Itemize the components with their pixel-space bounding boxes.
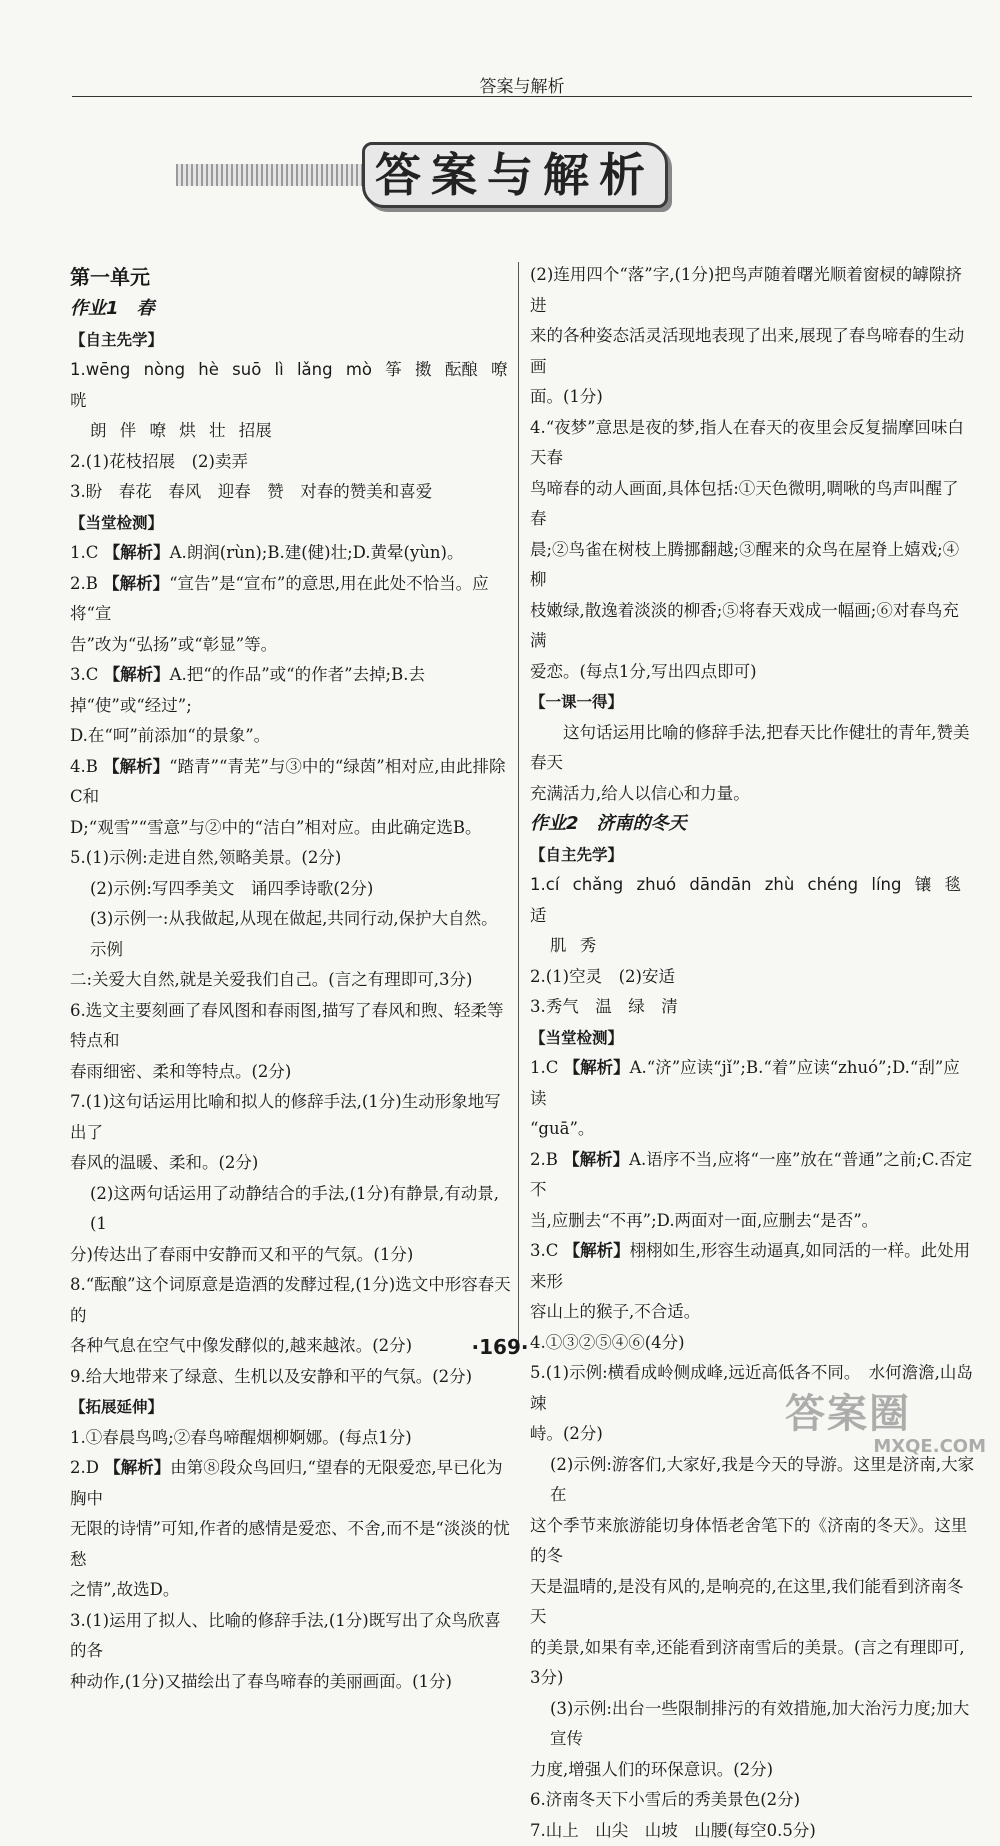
- answer-line: 8.“酝酿”这个词原意是造酒的发酵过程,(1分)选文中形容春天的: [70, 1270, 512, 1331]
- answer-line: (2)连用四个“落”字,(1分)把鸟声随着曙光顺着窗棂的罅隙挤进: [530, 260, 975, 321]
- answer-text: 由第⑧段众鸟回归,“望春的无限爱恋,早已化为胸中: [70, 1458, 503, 1508]
- analysis-tag: 【解析】: [104, 665, 170, 684]
- analysis-tag: 【解析】: [564, 1058, 630, 1077]
- answer-line: 3.盼 春花 春风 迎春 赞 对春的赞美和喜爱: [70, 477, 512, 508]
- answer-text: A.“济”应读“jǐ”;B.“着”应读“zhuó”;D.“刮”应读: [530, 1058, 960, 1108]
- answer-choice: 1.C: [530, 1058, 558, 1077]
- answer-line: 1.wēng nòng hè suō lì lǎng mò 筝 擞 酝酿 嘹咣: [70, 355, 512, 416]
- answer-line: 6.选文主要刻画了春风图和春雨图,描写了春风和煦、轻柔等特点和: [70, 996, 512, 1057]
- answer-text: A.语序不当,应将“一座”放在“普通”之前;C.否定不: [530, 1150, 972, 1200]
- answer-text: “宣告”是“宣布”的意思,用在此处不恰当。应将“宣: [70, 574, 489, 624]
- unit-heading: 第一单元: [70, 260, 512, 294]
- answer-line: 的美景,如果有幸,还能看到济南雪后的美景。(言之有理即可,: [530, 1633, 975, 1664]
- answer-line: D;“观雪”“雪意”与②中的“洁白”相对应。由此确定选B。: [70, 813, 512, 844]
- section-heading: 【自主先学】: [70, 325, 512, 356]
- answer-line: 二:关爱大自然,就是关爱我们自己。(言之有理即可,3分): [70, 965, 512, 996]
- right-column: [530, 260, 975, 1846]
- answer-line: (3)示例一:从我做起,从现在做起,共同行动,保护大自然。示例: [70, 904, 512, 965]
- answer-line: 5.(1)示例:走进自然,领略美景。(2分): [70, 843, 512, 874]
- header-rule: [72, 96, 972, 97]
- section-heading: 【自主先学】: [530, 840, 975, 871]
- answer-line: (3)示例:出台一些限制排污的有效措施,加大治污力度;加大宣传: [530, 1694, 975, 1755]
- answer-line: “guā”。: [530, 1114, 975, 1145]
- page-number: ·169·: [0, 1335, 1000, 1359]
- answer-line: 9.给大地带来了绿意、生机以及安静和平的气氛。(2分): [70, 1362, 512, 1393]
- answer-line: 这个季节来旅游能切身体悟老舍笔下的《济南的冬天》。这里的冬: [530, 1511, 975, 1572]
- answer-line: (2)示例:写四季美文 诵四季诗歌(2分): [70, 874, 512, 905]
- answer-line: 1.①春晨鸟鸣;②春鸟啼醒烟柳婀娜。(每点1分): [70, 1423, 512, 1454]
- answer-line: [530, 1053, 975, 1114]
- answer-choice: 2.D: [70, 1458, 99, 1477]
- answer-line: 1.cí chǎng zhuó dāndān zhù chéng líng 镶 毯 适: [530, 870, 975, 931]
- answer-line: 春风的温暖、柔和。(2分): [70, 1148, 512, 1179]
- watermark-chinese: 答案圈: [785, 1392, 990, 1436]
- answer-line: 这句话运用比喻的修辞手法,把春天比作健壮的青年,赞美春天: [530, 718, 975, 779]
- answer-line: 当,应删去“不再”;D.两面对一面,应删去“是否”。: [530, 1206, 975, 1237]
- answer-line: 枝嫩绿,散逸着淡淡的柳香;⑤将春天戏成一幅画;⑥对春鸟充满: [530, 596, 975, 657]
- answer-line: 面。(1分): [530, 382, 975, 413]
- banner-title: 答案与解析: [362, 142, 668, 208]
- answer-line: (2)这两句话运用了动静结合的手法,(1分)有静景,有动景,(1: [70, 1179, 512, 1240]
- answer-line: 肌 秀: [530, 931, 975, 962]
- answer-text: 栩栩如生,形容生动逼真,如同活的一样。此处用来形: [530, 1241, 970, 1291]
- answer-line: 3.(1)运用了拟人、比喻的修辞手法,(1分)既写出了众鸟欣喜的各: [70, 1606, 512, 1667]
- section-heading: 【当堂检测】: [70, 508, 512, 539]
- answer-line: 容山上的猴子,不合适。: [530, 1297, 975, 1328]
- answer-line: 鸟啼春的动人画面,具体包括:①天色微明,啁啾的鸟声叫醒了春: [530, 474, 975, 535]
- answer-line: (2)示例:游客们,大家好,我是今天的导游。这里是济南,大家在: [530, 1450, 975, 1511]
- answer-line: 6.济南冬天下小雪后的秀美景色(2分): [530, 1785, 975, 1816]
- analysis-tag: 【解析】: [564, 1241, 630, 1260]
- answer-line: [70, 569, 512, 630]
- answer-line: [70, 1453, 512, 1514]
- answer-text: A.把“的作品”或“的作者”去掉;B.去掉“使”或“经过”;: [70, 665, 425, 715]
- answer-choice: 3.C: [530, 1241, 558, 1260]
- answer-line: 之情”,故选D。: [70, 1575, 512, 1606]
- answer-choice: 2.B: [530, 1150, 558, 1169]
- answer-line: 4.①③②⑤④⑥(4分): [530, 1328, 975, 1359]
- analysis-tag: 【解析】: [104, 543, 170, 562]
- answer-line: 告”改为“弘扬”或“彰显”等。: [70, 630, 512, 661]
- answer-line: 晨;②鸟雀在树枝上腾挪翻越;③醒来的众鸟在屋脊上嬉戏;④柳: [530, 535, 975, 596]
- answer-choice: 3.C: [70, 665, 98, 684]
- watermark-logo: [785, 1392, 990, 1464]
- column-divider: [518, 262, 519, 1342]
- answer-line: 无限的诗情”可知,作者的感情是爱恋、不舍,而不是“淡淡的忧愁: [70, 1514, 512, 1575]
- answer-line: 各种气息在空气中像发酵似的,越来越浓。(2分): [70, 1331, 512, 1362]
- answer-line: 充满活力,给人以信心和力量。: [530, 779, 975, 810]
- answer-line: 春雨细密、柔和等特点。(2分): [70, 1057, 512, 1088]
- watermark-url: MXQE.COM: [785, 1436, 990, 1458]
- answer-line: 3分): [530, 1663, 975, 1694]
- answer-line: 2.(1)花枝招展 (2)卖弄: [70, 447, 512, 478]
- answer-line: 来的各种姿态活灵活现地表现了出来,展现了春鸟啼春的生动画: [530, 321, 975, 382]
- answer-line: [70, 660, 512, 721]
- answer-line: 7.(1)这句话运用比喻和拟人的修辞手法,(1分)生动形象地写出了: [70, 1087, 512, 1148]
- answer-line: 朗 伴 嘹 烘 壮 招展: [70, 416, 512, 447]
- answer-choice: 4.B: [70, 757, 98, 776]
- left-column: [70, 260, 512, 1697]
- analysis-tag: 【解析】: [563, 1150, 629, 1169]
- answer-line: 3.秀气 温 绿 清: [530, 992, 975, 1023]
- homework-2-title: 作业2 济南的冬天: [530, 809, 975, 840]
- title-banner: [176, 138, 696, 208]
- answer-line: 爱恋。(每点1分,写出四点即可): [530, 657, 975, 688]
- answer-line: [70, 752, 512, 813]
- answer-line: D.在“呵”前添加“的景象”。: [70, 721, 512, 752]
- answer-text: “踏青”“青芜”与③中的“绿茵”相对应,由此排除C和: [70, 757, 505, 807]
- answer-line: 天是温晴的,是没有风的,是响亮的,在这里,我们能看到济南冬天: [530, 1572, 975, 1633]
- answer-line: 种动作,(1分)又描绘出了春鸟啼春的美丽画面。(1分): [70, 1667, 512, 1698]
- section-heading: 【拓展延伸】: [70, 1392, 512, 1423]
- answer-line: 4.“夜梦”意思是夜的梦,指人在春天的夜里会反复揣摩回味白天春: [530, 413, 975, 474]
- analysis-tag: 【解析】: [104, 1458, 170, 1477]
- answer-line: 7.山上 山尖 山坡 山腰(每空0.5分): [530, 1816, 975, 1846]
- section-heading: 【当堂检测】: [530, 1023, 975, 1054]
- answer-line: [70, 538, 512, 569]
- answer-line: 峙。(2分): [530, 1419, 975, 1450]
- homework-1-title: 作业1 春: [70, 294, 512, 325]
- running-header: 答案与解析: [72, 72, 972, 97]
- section-heading: 【一课一得】: [530, 687, 975, 718]
- answer-line: 力度,增强人们的环保意识。(2分): [530, 1755, 975, 1786]
- answer-text: A.朗润(rùn);B.建(健)壮;D.黄晕(yùn)。: [170, 543, 464, 562]
- answer-choice: 2.B: [70, 574, 98, 593]
- answer-line: 分)传达出了春雨中安静而又和平的气氛。(1分): [70, 1240, 512, 1271]
- answer-line: [530, 1236, 975, 1297]
- answer-line: 5.(1)示例:横看成岭侧成峰,远近高低各不同。 水何澹澹,山岛竦: [530, 1358, 975, 1419]
- answer-line: [530, 1145, 975, 1206]
- answer-choice: 1.C: [70, 543, 98, 562]
- analysis-tag: 【解析】: [103, 574, 169, 593]
- answer-line: 2.(1)空灵 (2)安适: [530, 962, 975, 993]
- analysis-tag: 【解析】: [103, 757, 169, 776]
